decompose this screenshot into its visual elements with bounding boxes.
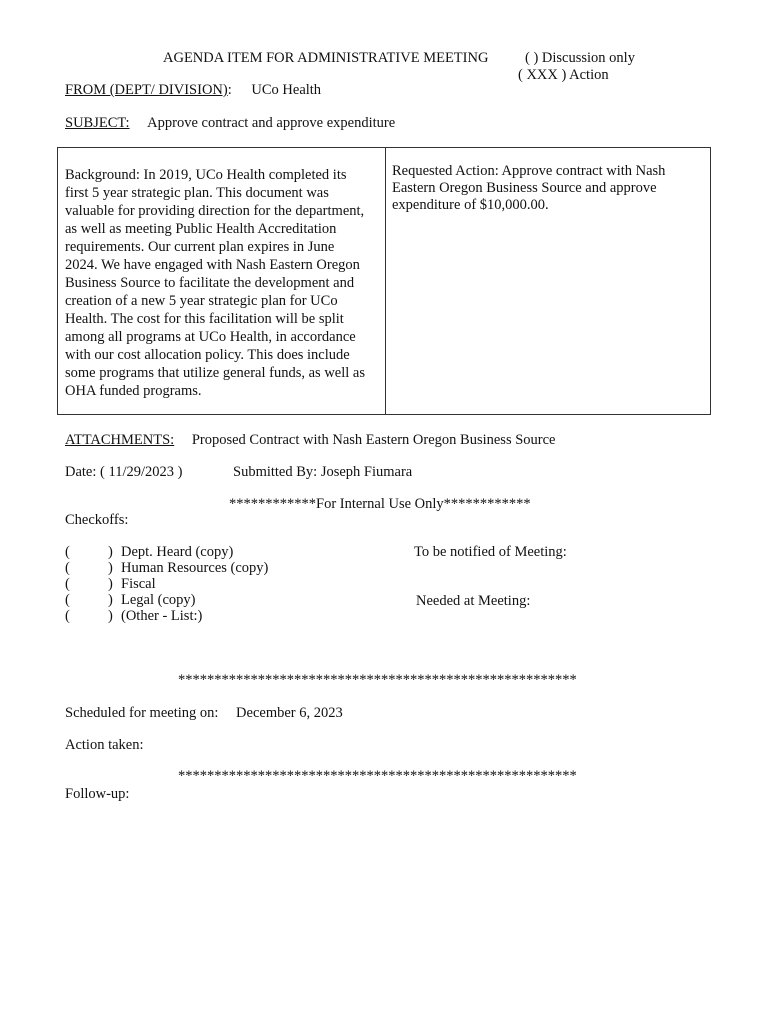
background-text: Background: In 2019, UCo Health completed its first 5 year strategic plan. This document was valuable for providing direction for the department, as well as meeting Public Health Accreditation requirements. Our current plan expires in June 2024. We have engaged with Nash Eastern Oregon Business Source to facilitate the development and creation of a new 5 year strategic plan for UCo Health. The cost for this facilitation will be split among all programs at UCo Health, in accordance with our cost allocation policy. This does include some programs that utilize general funds, as well as OHA funded programs.: [65, 167, 365, 399]
separator-line-top: *******************************************************: [178, 672, 577, 688]
attachments-value: Proposed Contract with Nash Eastern Oregon Business Source: [191, 432, 556, 448]
checkoff-label: Fiscal: [121, 576, 156, 592]
checkoff-label: Dept. Heard (copy): [121, 544, 234, 560]
to-be-notified-label: To be notified of Meeting:: [414, 544, 567, 560]
checkoff-close: ): [108, 592, 113, 608]
action-taken-label: Action taken:: [65, 737, 144, 753]
agenda-title: AGENDA ITEM FOR ADMINISTRATIVE MEETING: [163, 50, 489, 66]
subject-label: SUBJECT:: [65, 115, 130, 131]
submitted-by: Submitted By: Joseph Fiumara: [233, 464, 413, 480]
checkoff-close: ): [108, 608, 113, 624]
subject-row: [65, 115, 395, 132]
details-box: [57, 147, 711, 415]
checkoff-open: (: [65, 592, 70, 608]
checkoff-label: Human Resources (copy): [121, 560, 269, 576]
checkoff-label: Legal (copy): [121, 592, 196, 608]
subject-value: Approve contract and approve expenditure: [147, 115, 396, 131]
scheduled-label: Scheduled for meeting on:: [65, 705, 219, 721]
action-option: ( XXX ) Action: [518, 67, 609, 83]
follow-up-label: Follow-up:: [65, 786, 130, 802]
checkoff-close: ): [108, 560, 113, 576]
checkoff-open: (: [65, 608, 70, 624]
date-field: Date: ( 11/29/2023 ): [65, 464, 183, 480]
scheduled-value: December 6, 2023: [236, 705, 343, 721]
from-row: [65, 82, 321, 99]
discussion-only-option: ( ) Discussion only: [525, 50, 635, 66]
needed-at-meeting-label: Needed at Meeting:: [416, 593, 531, 609]
separator-line-bottom: *******************************************************: [178, 768, 577, 784]
checkoff-open: (: [65, 576, 70, 592]
checkoff-open: (: [65, 544, 70, 560]
checkoff-label: (Other - List:): [121, 608, 203, 624]
checkoff-open: (: [65, 560, 70, 576]
scheduled-row: [65, 705, 343, 722]
from-separator: :: [227, 82, 232, 98]
attachments-label: ATTACHMENTS:: [65, 432, 175, 448]
checkoffs-label: Checkoffs:: [65, 512, 129, 528]
box-divider: [385, 148, 386, 414]
checkoff-close: ): [108, 576, 113, 592]
internal-use-banner: ************For Internal Use Only************: [229, 496, 531, 512]
checkoff-close: ): [108, 544, 113, 560]
attachments-row: [65, 432, 555, 449]
from-value: UCo Health: [251, 82, 322, 98]
from-label: FROM (DEPT/ DIVISION): [65, 82, 228, 98]
requested-action-text: Requested Action: Approve contract with Nash Eastern Oregon Business Source and approve expenditure of $10,000.00.: [392, 163, 666, 213]
